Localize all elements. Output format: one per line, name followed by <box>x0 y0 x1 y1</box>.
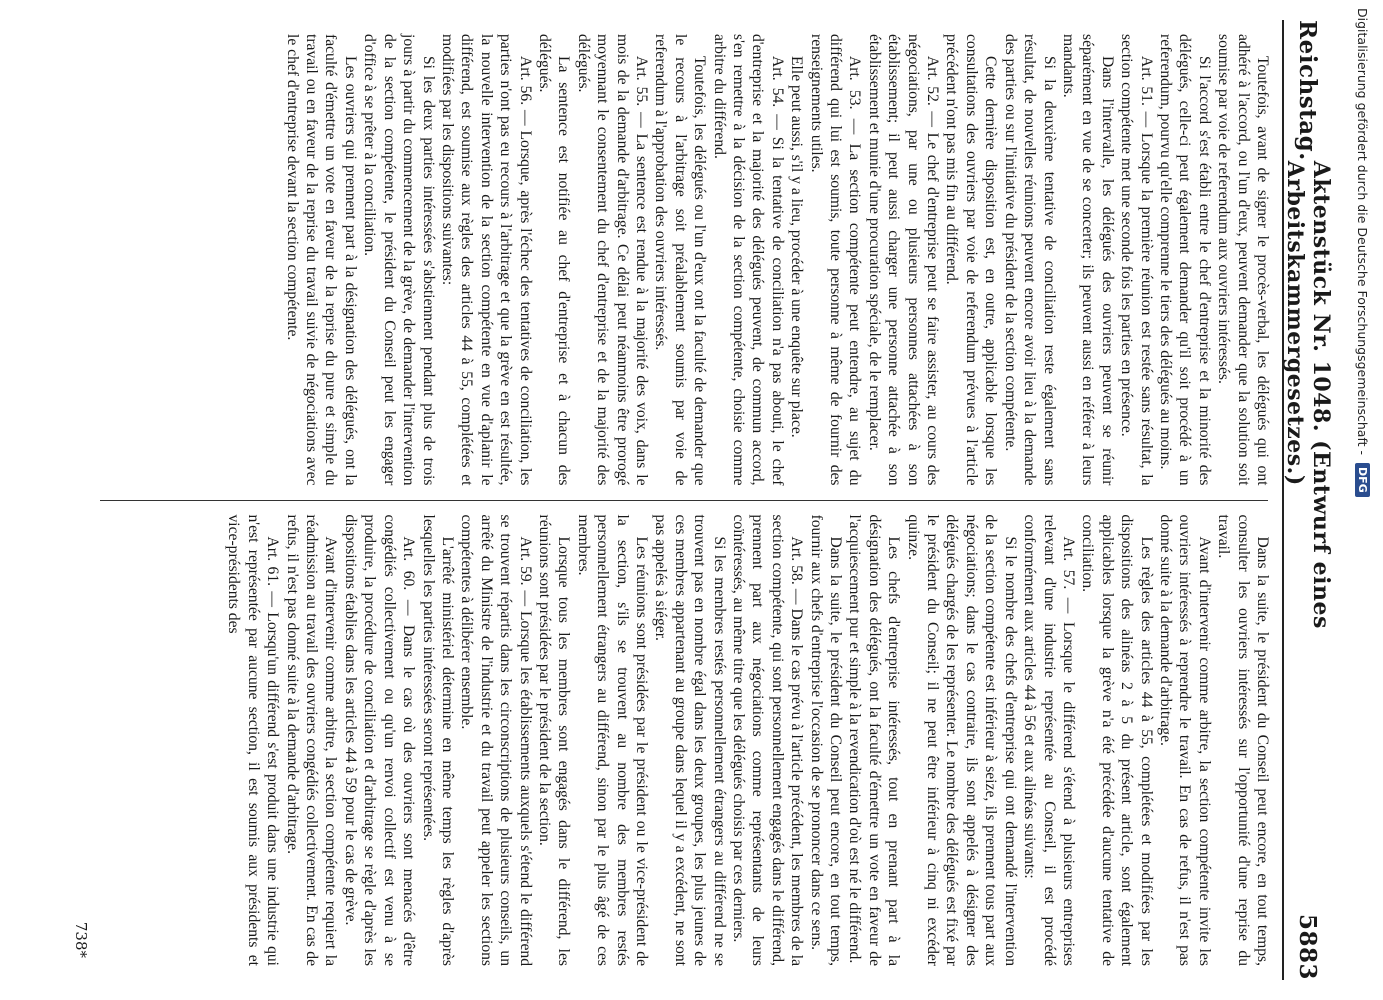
paragraph: Art. 61. — Lorsqu'un différend s'est produit dans une industrie qui n'est représentée par aucune section, il est soumis aux présidents et vice-présidents des <box>225 514 282 966</box>
paragraph: Si l'accord s'est établi entre le chef d'entreprise et la minorité des délégués, celle-ci peut également demander qu'il soit procédé à un referendum, pourvu qu'elle comprenne le tiers des délégués au moins. <box>1156 34 1213 486</box>
right-column <box>100 501 1272 981</box>
paragraph: Art. 59. — Lorsque les établissements auxquels s'étend le différend se trouvent répartis dans les circonscriptions de plusieurs conseils, un arrêté du Ministre de l'industrie et du travail peut appeler les sections compétentes à délibérer ensemble. <box>458 514 534 966</box>
paragraph: Elle peut aussi, s'il y a lieu, procéder à une enquête sur place. <box>788 56 806 438</box>
paragraph: Les règles des articles 44 à 55, complétées et modifiées par les dispositions des alinéas 2 à 5 du présent article, sont également applicables lorsque la grève n'a été précédée d'aucune tentative de conciliation. <box>1079 514 1155 966</box>
paragraph: Art. 53. — La section compétente peut entendre, au sujet du différend qui lui est soumis, toute personne à même de fournir des renseignements utiles. <box>807 34 864 486</box>
paragraph: Art. 55. — La sentence est rendue à la majorité des voix, dans le mois de la demande d'arbitrage. Ce délai peut néanmoins être prorogé moyennant le consentement du chef d'entreprise et de la majorité des délégués. <box>574 34 650 486</box>
paragraph: Dans la suite, le président du Conseil peut encore, en tout temps, consulter les ouvriers intéressés sur l'opportunité d'une reprise du travail. <box>1215 514 1271 966</box>
paragraph: Avant d'intervenir comme arbitre, la section compétente invite les ouvriers intéressés à reprendre le travail. En cas de refus, il n'est pas donné suite à la demande d'arbitrage. <box>1156 514 1213 966</box>
paragraph: Toutefois, les délégués ou l'un d'eux ont la faculté de demander que le recours à l'arbitrage soit préalablement soumis par voie de referendum à l'approbation des ouvriers intéressés. <box>652 34 709 486</box>
header-left: Reichstag. <box>1294 20 1322 161</box>
paragraph: Art. 58. — Dans le cas prévu à l'article précédent, les membres de la section compétente, qui sont personnellement engagés dans le différend, prennent part aux négociations comme représentants de leurs coïntéressés, au même titre que les délégués choisis par ces derniers. <box>730 514 806 966</box>
text-columns <box>100 20 1272 980</box>
page-number: 5883 <box>1294 913 1322 980</box>
paragraph: Toutefois, avant de signer le procès-verbal, les délégués qui ont adhéré à l'accord, ou l'un d'eux, peuvent demander que la solution soit soumise par voie de referendum aux ouvriers intéressés. <box>1215 34 1271 486</box>
signature-mark: 738* <box>72 921 90 958</box>
header-center: Aktenstück Nr. 1048. (Entwurf eines Arbeitskammergesetzes.) <box>1282 160 1334 629</box>
paragraph: Avant d'intervenir comme arbitre, la section compétente requiert la réadmission au travail des ouvriers congédiés collectivement. En cas de refus, il n'est pas donné suite à la demande d'arbitrage. <box>283 514 340 966</box>
paragraph: Art. 52. — Le chef d'entreprise peut se faire assister, au cours des négociations, par une ou plusieurs personnes attachées à son établissement; il peut aussi charger une personne attachée à son établissement et munie d'une procuration spéciale, de le remplacer. <box>865 34 942 486</box>
paragraph: Les chefs d'entreprise intéressés, tout en prenant part à la désignation des délégués, ont la faculté d'émettre un vote en faveur de l'acquiescement pur et simple à la revendication d'où est né le différend. <box>846 514 903 966</box>
left-column <box>100 20 1272 500</box>
paragraph: Les réunions sont présidées par le président ou le vice-président de la section, s'ils se trouvent au nombre des membres restés personnellement étrangers au différend, sinon par le plus âgé de ces membres. <box>574 514 650 966</box>
digitisation-text: Digitalisierung gefördert durch die Deutsche Forschungsgemeinschaft - <box>1355 8 1371 456</box>
paragraph: Si les deux parties intéressées s'abstiennent pendant plus de trois jours à partir du commencement de la grève, de demander l'intervention de la section compétente, le président du Conseil peut les engager d'office à se prêter à la conciliation. <box>361 34 437 486</box>
paragraph: Art. 60. — Dans le cas où des ouvriers sont menacés d'être congédiés collectivement ou qu'un renvoi collectif est venu à se produire, la procédure de conciliation et d'arbitrage se règle d'après les dispositions établies dans les articles 44 à 59 pour le cas de grève. <box>341 514 418 966</box>
paragraph: Dans la suite, le président du Conseil peut encore, en tout temps, fournir aux chefs d'entreprise l'occasion de se prononcer dans ce sens. <box>807 514 845 966</box>
paragraph: Si les membres restés personnellement étrangers au différend ne se trouvent pas en nombre égal dans les deux groupes, les plus jeunes de ces membres appartenant au groupe dans lequel il y a excédent, ne sont pas appelés à siéger. <box>652 514 728 966</box>
paragraph: Art. 56. — Lorsque, après l'échec des tentatives de conciliation, les parties n'ont pas eu recours à l'arbitrage et que la grève en est résultée, la nouvelle intervention de la section compétente en vue d'aplanir le différend, est soumise aux règles des articles 44 à 55, complétées et modifiées par les dispositions suivantes: <box>438 34 534 486</box>
paragraph: Les ouvriers qui prennent part à la désignation des délégués, ont la faculté d'émettre un vote en faveur de la reprise du pure et simple du travail ou en faveur de la reprise du travail suivie de négociations avec le chef d'entreprise devant la section compétente. <box>283 34 359 486</box>
header-rule <box>1282 20 1284 980</box>
paragraph: Art. 51. — Lorsque la première réunion est restée sans résultat, la section compétente met une seconde fois les parties en présence. <box>1118 34 1155 486</box>
running-head <box>1282 20 1334 980</box>
paragraph: Lorsque tous les membres sont engagés dans le différend, les réunions sont présidées par le président de la section. <box>535 514 573 966</box>
paragraph: Art. 57. — Lorsque le différend s'étend à plusieurs entreprises relevant d'une industrie représentée au Conseil, il est procédé conformément aux articles 44 à 56 et aux alinéas suivants: <box>1021 514 1077 966</box>
paragraph: Si le nombre des chefs d'entreprise qui ont demandé l'intervention de la section compétente est inférieur à seize, ils prennent tous part aux négociations; dans le cas contraire, ils sont appelés à désigner des délégués chargés de les représenter. Le nombre des délégués est fixé par le président du Conseil; il ne peut être inférieur à cinq ni excéder quinze. <box>904 514 1019 966</box>
paragraph: Dans l'intervalle, les délégués des ouvriers peuvent se réunir séparément en vue de se concerter; ils peuvent aussi en référer à leurs mandants. <box>1059 34 1116 486</box>
paragraph: Art. 54. — Si la tentative de conciliation n'a pas abouti, le chef d'entreprise et la majorité des délégués peuvent, de commun accord, s'en remettre à la décision de la section compétente, choisie comme arbitre du différend. <box>710 34 786 486</box>
dfg-logo: DFG <box>1356 463 1371 497</box>
paragraph: La sentence est notifiée au chef d'entreprise et à chacun des délégués. <box>535 34 573 486</box>
rotated-page <box>70 20 1334 980</box>
paragraph: L'arrêté ministériel détermine en même temps les règles d'après lesquelles les parties intéressées seront représentées. <box>419 514 456 966</box>
paragraph: Si la deuxième tentative de conciliation reste également sans résultat, de nouvelles réunions peuvent encore avoir lieu à la demande des parties ou sur l'initiative du président de la section compétente. <box>1001 34 1058 486</box>
digitisation-note <box>1348 8 1378 988</box>
paragraph: Cette dernière disposition est, en outre, applicable lorsque les consultations des ouvriers par voie de referendum prévues à l'article précédent n'ont pas mis fin au différend. <box>943 34 1000 486</box>
